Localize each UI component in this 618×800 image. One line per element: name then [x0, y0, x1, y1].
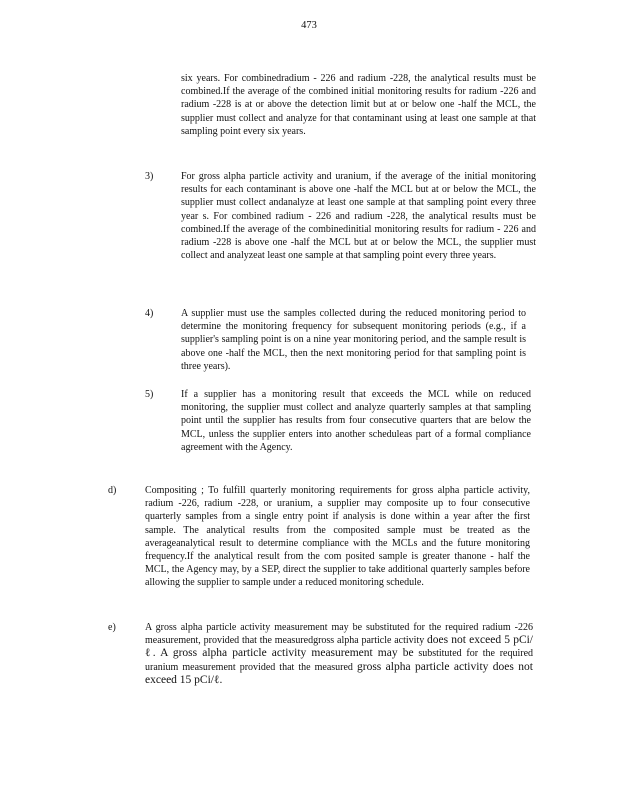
item-marker: 5): [145, 389, 154, 400]
paragraph-continuation: six years. For combinedradium - 226 and radium -228, the analytical results must be combined.If the average of the combined initial monitoring results for radium -226 and radium -228 is at or above the detection limit but at or below one -half the MCL, the supplier must collect and analyze for that contaminant using at least one sample at that sampling point every six years.: [181, 73, 536, 137]
subsection-e-text-a: A gross alpha particle activity measurement may be substituted for the required radium -226 measurement, provided that the measuredgross alpha particle activity: [145, 622, 533, 647]
item-marker: 4): [145, 308, 154, 319]
subsection-marker: d): [108, 485, 117, 496]
item-3-text: For gross alpha particle activity and uranium, if the average of the initial monitoring results for each contaminant is above one -half the MCL but at or below the MCL, the supplier must collect andanalyze at least one sample at that sampling point every three year s. For combined radium - 226 and radium -228, the analytical results must be combined.If the average of the combinedinitial monitoring results for radium - 226 and radium -228 is above one -half the MCL but at or below the MCL, the supplier must collect and analyzeat least one sample at that sampling point every three years.: [181, 171, 536, 262]
subsection-d-text: Compositing ; To fulfill quarterly monitoring requirements for gross alpha particle activity, radium -226, radium -228, or uranium, a supplier may composite up to four consecutive quarterly samples from a single entry point if analysis is done within a year after the first sample. The analytical results from the composited sample must be treated as the averageanalytical result to determine compliance with the MCLs and the future monitoring frequency.If the analytical result from the com posited sample is greater thanone - half the MCL, the Agency may, by a SEP, direct the supplier to take additional quarterly samples before allowing the supplier to sample under a reduced monitoring schedule.: [145, 485, 530, 589]
item-marker: 3): [145, 171, 154, 182]
subsection-e-text: [145, 621, 533, 687]
page-number: 473: [301, 20, 317, 31]
subsection-e-text-b: does not exceed 5 pCi/ℓ. A gross alpha particle activity measurement may be: [145, 634, 534, 660]
subsection-e-text-d: gross alpha particle activity does not exceed 15 pCi/ℓ.: [145, 660, 533, 686]
item-5-text: If a supplier has a monitoring result that exceeds the MCL while on reduced monitoring, the supplier must collect and analyze quarterly samples at that sampling point until the supplier has results from four consecutive quarters that are below the MCL, unless the supplier enters into another scheduleas part of a formal compliance agreement with the Agency.: [181, 389, 531, 453]
subsection-marker: e): [108, 622, 116, 633]
item-4-text: A supplier must use the samples collected during the reduced monitoring period to determine the monitoring frequency for subsequent monitoring periods (e.g., if a supplier's sampling point is on a nine year monitoring period, and the sample result is above one -half the MCL, then the next monitoring period for that sampling point is three years).: [181, 308, 526, 372]
subsection-e-text-c: substituted for the required uranium measurement provided that the measured: [145, 648, 534, 673]
